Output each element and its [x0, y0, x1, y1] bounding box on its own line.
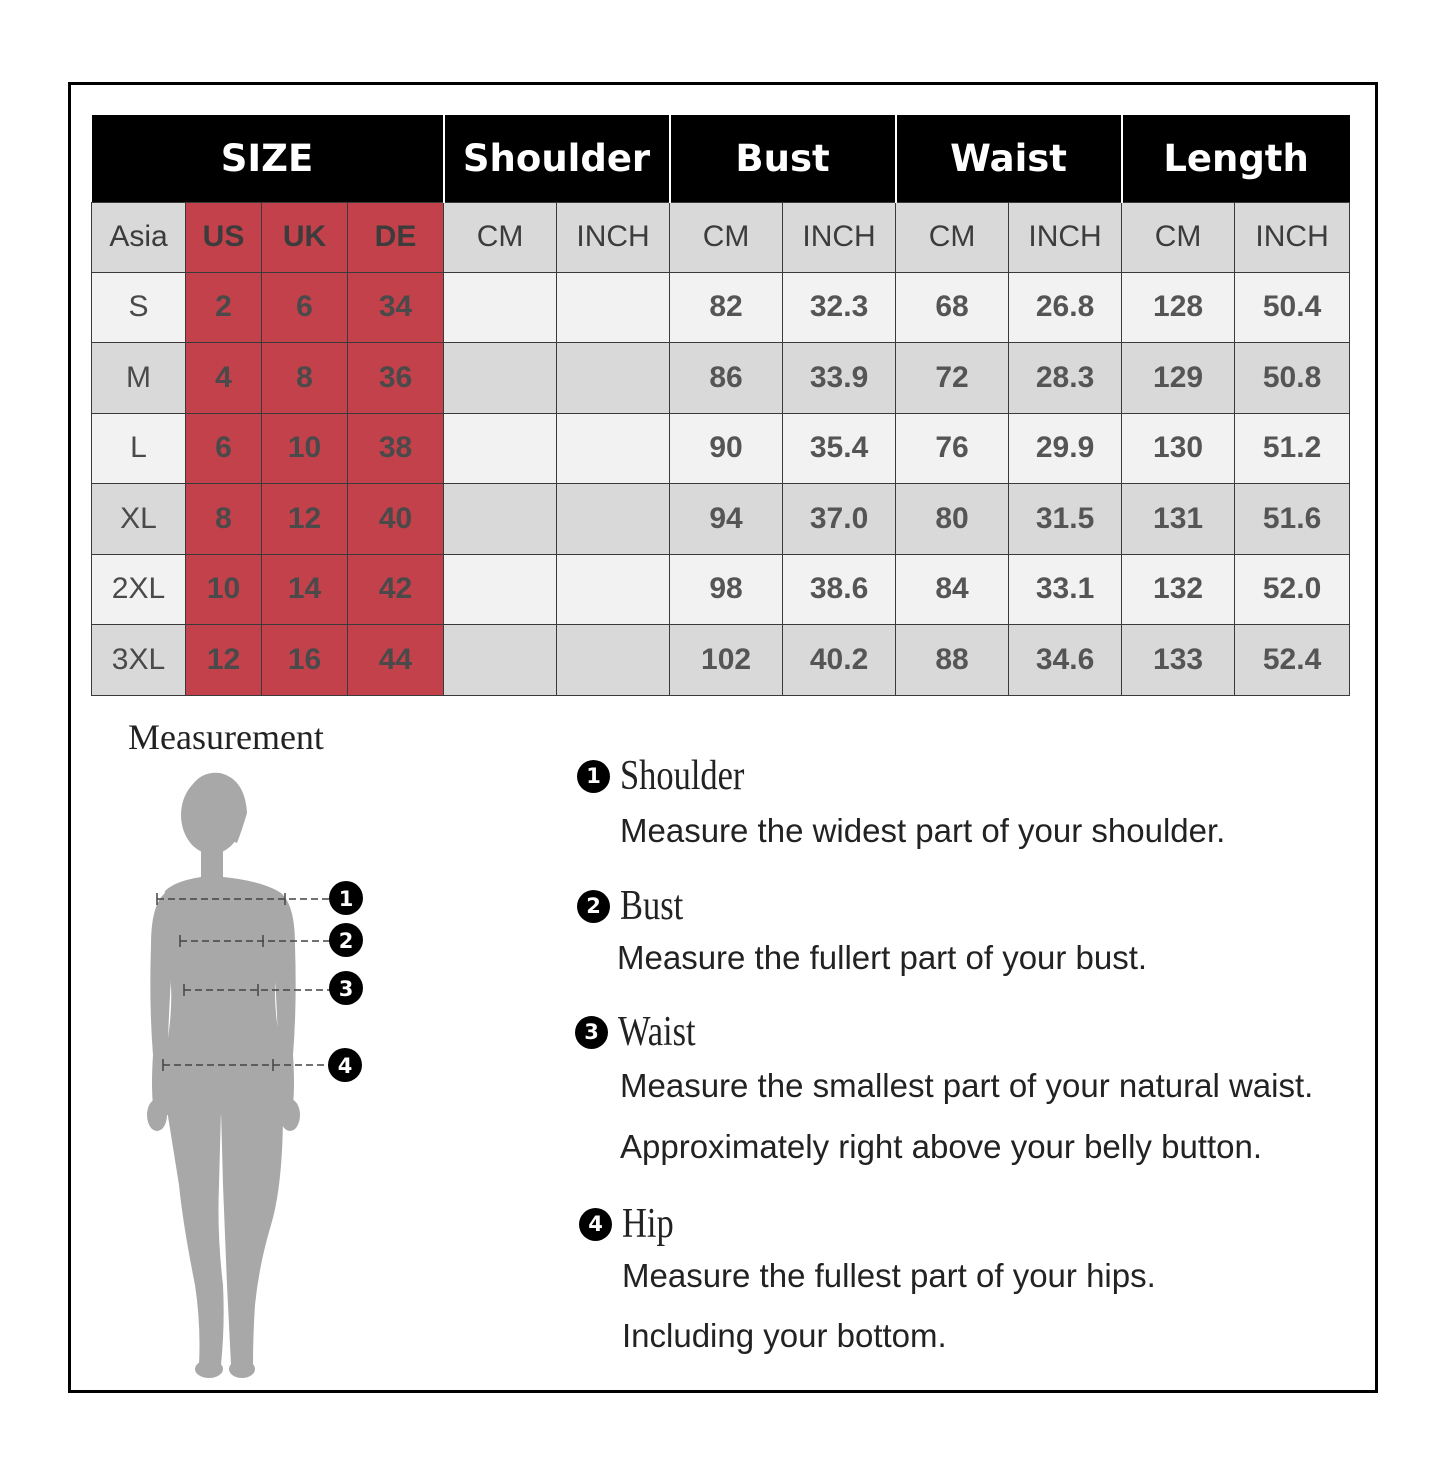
table-cell: S	[92, 272, 186, 343]
unit-header-cell: CM	[1122, 202, 1235, 272]
table-cell: 42	[348, 554, 444, 625]
table-cell: 37.0	[783, 484, 896, 555]
silhouette-body	[147, 773, 300, 1378]
marker-2-label: 2	[338, 929, 354, 953]
table-cell: 3XL	[92, 625, 186, 696]
header-bust: Bust	[670, 115, 896, 202]
table-cell: 51.2	[1235, 413, 1350, 484]
table-cell: 8	[262, 343, 348, 414]
table-row	[92, 413, 1350, 484]
table-cell: 44	[348, 625, 444, 696]
table-row	[92, 343, 1350, 414]
table-cell: 34	[348, 272, 444, 343]
unit-header-cell: CM	[444, 202, 557, 272]
table-cell: 29.9	[1009, 413, 1122, 484]
table-row	[92, 554, 1350, 625]
table-cell	[557, 413, 670, 484]
marker-1-label: 1	[338, 887, 354, 911]
woman-silhouette-icon	[95, 765, 385, 1390]
table-cell: 80	[896, 484, 1009, 555]
table-cell: 16	[262, 625, 348, 696]
number-4-icon: 4	[579, 1208, 612, 1241]
table-cell: 72	[896, 343, 1009, 414]
header-size: SIZE	[92, 115, 444, 202]
table-cell: 33.9	[783, 343, 896, 414]
table-cell: 51.6	[1235, 484, 1350, 555]
table-cell: 40.2	[783, 625, 896, 696]
table-cell: 4	[186, 343, 262, 414]
table-cell	[444, 343, 557, 414]
number-2-icon: 2	[577, 890, 610, 923]
unit-header-cell: CM	[670, 202, 783, 272]
table-cell: 28.3	[1009, 343, 1122, 414]
table-cell: 98	[670, 554, 783, 625]
table-cell: 34.6	[1009, 625, 1122, 696]
header-shoulder: Shoulder	[444, 115, 670, 202]
group-header-row	[92, 115, 1350, 202]
measure-item-shoulder	[577, 753, 1226, 849]
size-chart-table	[91, 115, 1350, 696]
table-cell: 14	[262, 554, 348, 625]
table-cell: 10	[262, 413, 348, 484]
table-cell: 82	[670, 272, 783, 343]
table-cell: 68	[896, 272, 1009, 343]
table-cell: 128	[1122, 272, 1235, 343]
unit-header-cell: DE	[348, 202, 444, 272]
unit-header-cell: INCH	[1009, 202, 1122, 272]
measure-item-hip	[579, 1201, 1156, 1354]
unit-header-cell: INCH	[783, 202, 896, 272]
measure-title-waist: Waist	[618, 1009, 696, 1055]
table-cell: 50.4	[1235, 272, 1350, 343]
table-cell	[444, 554, 557, 625]
unit-header-cell: US	[186, 202, 262, 272]
table-row	[92, 625, 1350, 696]
header-length: Length	[1122, 115, 1350, 202]
table-cell: 10	[186, 554, 262, 625]
table-cell: 35.4	[783, 413, 896, 484]
table-cell: 94	[670, 484, 783, 555]
table-cell: 12	[186, 625, 262, 696]
table-cell: 31.5	[1009, 484, 1122, 555]
table-cell: 8	[186, 484, 262, 555]
table-cell: 26.8	[1009, 272, 1122, 343]
table-cell: XL	[92, 484, 186, 555]
measure-item-bust	[577, 883, 1148, 976]
measure-item-waist	[575, 1009, 1314, 1165]
table-cell: 2	[186, 272, 262, 343]
table-cell	[444, 413, 557, 484]
table-cell: 50.8	[1235, 343, 1350, 414]
table-cell	[557, 272, 670, 343]
table-cell: 52.4	[1235, 625, 1350, 696]
table-cell: 132	[1122, 554, 1235, 625]
table-cell: 6	[262, 272, 348, 343]
table-row	[92, 484, 1350, 555]
measure-desc-waist-1: Measure the smallest part of your natural waist.	[620, 1067, 1314, 1104]
marker-3-label: 3	[338, 977, 354, 1001]
table-cell: 102	[670, 625, 783, 696]
marker-4-label: 4	[337, 1054, 353, 1078]
table-cell	[557, 343, 670, 414]
unit-header-cell: Asia	[92, 202, 186, 272]
table-cell	[444, 272, 557, 343]
table-cell: 52.0	[1235, 554, 1350, 625]
table-cell: M	[92, 343, 186, 414]
table-cell	[557, 554, 670, 625]
unit-header-cell: UK	[262, 202, 348, 272]
table-cell: 130	[1122, 413, 1235, 484]
table-cell: L	[92, 413, 186, 484]
table-cell	[444, 625, 557, 696]
measure-title-shoulder: Shoulder	[620, 753, 745, 799]
table-cell	[557, 484, 670, 555]
table-row	[92, 272, 1350, 343]
table-cell: 32.3	[783, 272, 896, 343]
header-waist: Waist	[896, 115, 1122, 202]
table-cell: 84	[896, 554, 1009, 625]
measure-desc-hip-1: Measure the fullest part of your hips.	[622, 1257, 1156, 1294]
unit-header-cell: CM	[896, 202, 1009, 272]
measurement-title: Measurement	[128, 717, 324, 757]
table-cell	[444, 484, 557, 555]
table-cell: 90	[670, 413, 783, 484]
table-cell: 38.6	[783, 554, 896, 625]
measure-markers	[328, 881, 363, 1082]
table-cell: 129	[1122, 343, 1235, 414]
unit-header-row	[92, 202, 1350, 272]
number-1-icon: 1	[577, 760, 610, 793]
table-cell: 38	[348, 413, 444, 484]
unit-header-cell: INCH	[557, 202, 670, 272]
table-cell: 33.1	[1009, 554, 1122, 625]
measure-desc-hip-2: Including your bottom.	[622, 1317, 947, 1354]
table-cell: 2XL	[92, 554, 186, 625]
table-cell: 36	[348, 343, 444, 414]
table-cell: 76	[896, 413, 1009, 484]
table-cell: 86	[670, 343, 783, 414]
measure-desc-shoulder: Measure the widest part of your shoulder.	[620, 812, 1226, 849]
measure-title-bust: Bust	[620, 883, 684, 929]
table-cell: 133	[1122, 625, 1235, 696]
measure-desc-waist-2: Approximately right above your belly button.	[620, 1128, 1263, 1165]
measure-title-hip: Hip	[622, 1201, 674, 1247]
table-cell: 88	[896, 625, 1009, 696]
table-cell: 40	[348, 484, 444, 555]
table-cell: 6	[186, 413, 262, 484]
number-3-icon: 3	[575, 1016, 608, 1049]
measure-desc-bust: Measure the fullert part of your bust.	[617, 939, 1148, 976]
table-cell: 12	[262, 484, 348, 555]
table-cell: 131	[1122, 484, 1235, 555]
unit-header-cell: INCH	[1235, 202, 1350, 272]
table-cell	[557, 625, 670, 696]
